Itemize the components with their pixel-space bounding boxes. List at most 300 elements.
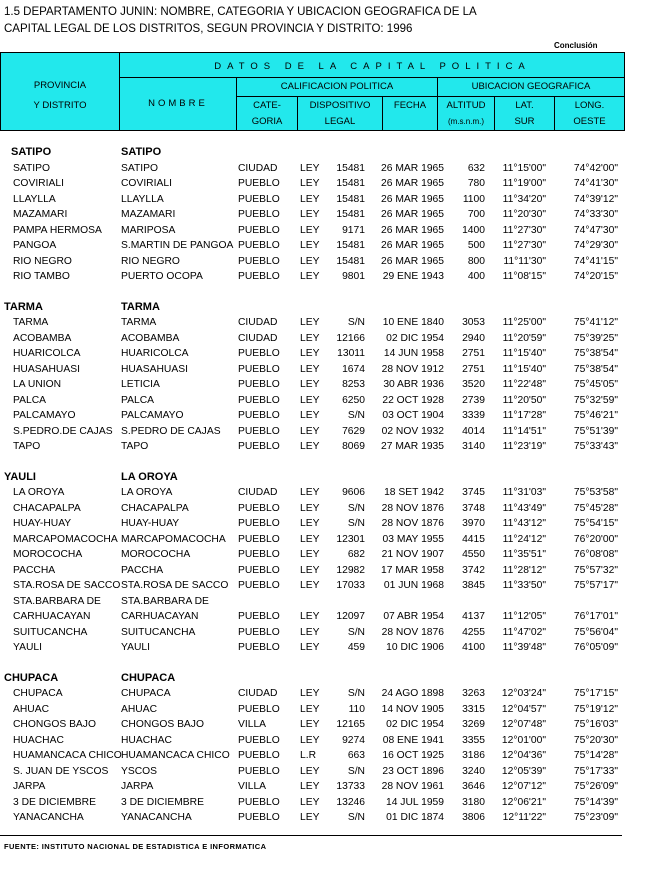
header-cate: CATE-: [253, 100, 281, 111]
province-row: [0, 470, 630, 486]
header-dispositivo: DISPOSITIVO: [309, 100, 371, 111]
cell-latitude: 11°11'30": [503, 255, 546, 267]
cell-device-type: LEY: [300, 580, 320, 591]
cell-capital: YAULI: [121, 642, 150, 653]
cell-capital: STA.BARBARA DE: [121, 595, 209, 607]
cell-latitude: 12°07'12": [501, 781, 546, 792]
cell-district: PALCA: [13, 394, 47, 406]
cell-category: CIUDAD: [238, 332, 278, 344]
cell-device-type: LEY: [300, 317, 320, 328]
cell-device-number: 15481: [336, 255, 365, 267]
province-capital: LA OROYA: [121, 470, 178, 483]
table-row: [0, 408, 630, 424]
header-legal: LEGAL: [324, 116, 356, 127]
cell-capital: RIO NEGRO: [121, 255, 180, 267]
cell-category: PUEBLO: [238, 564, 280, 576]
cell-date: 28 NOV 1876: [381, 518, 444, 529]
cell-capital: YANACANCHA: [121, 812, 192, 823]
header-goria: GORIA: [251, 116, 283, 127]
table-row: [0, 795, 630, 811]
cell-category: CIUDAD: [238, 162, 278, 174]
table-row: [0, 609, 630, 625]
table-row: [0, 223, 630, 239]
cell-altitude: 2940: [462, 332, 485, 344]
province-row: [0, 671, 630, 687]
table-row: [0, 192, 630, 208]
cell-longitude: 76°20'00": [573, 533, 618, 545]
cell-latitude: 11°19'00": [502, 178, 546, 189]
cell-capital: HUASAHUASI: [121, 363, 188, 375]
cell-date: 17 MAR 1958: [381, 564, 444, 576]
conclusion-label: Conclusión: [554, 41, 598, 50]
cell-latitude: 11°43'12": [502, 518, 546, 529]
cell-device-type: L.R: [300, 750, 317, 761]
cell-longitude: 75°26'09": [573, 781, 618, 792]
cell-longitude: 76°17'01": [573, 611, 618, 622]
cell-device-number: S/N: [347, 502, 365, 514]
cell-altitude: 1100: [462, 193, 485, 205]
cell-district: JARPA: [13, 781, 46, 792]
header-nombre: NOMBRE: [148, 98, 208, 109]
cell-longitude: 74°20'15": [573, 271, 618, 282]
cell-altitude: 2739: [462, 394, 485, 406]
cell-longitude: 75°45'28": [573, 502, 618, 514]
cell-device-number: 13246: [336, 796, 365, 808]
cell-date: 22 OCT 1928: [382, 394, 444, 406]
table-row: [0, 717, 630, 733]
cell-longitude: 75°57'32": [573, 564, 618, 576]
cell-device-number: 682: [347, 549, 365, 560]
cell-date: 01 DIC 1874: [386, 812, 444, 823]
cell-latitude: 11°27'30": [502, 224, 546, 236]
cell-latitude: 11°39'48": [502, 642, 546, 653]
table-row: [0, 315, 630, 331]
cell-category: PUEBLO: [238, 796, 280, 808]
cell-district: SUITUCANCHA: [13, 626, 88, 638]
cell-altitude: 3180: [462, 796, 485, 808]
cell-longitude: 75°16'03": [573, 719, 618, 730]
cell-district: MAZAMARI: [13, 209, 68, 220]
province-row: [0, 300, 630, 316]
cell-capital: ACOBAMBA: [121, 332, 180, 344]
cell-category: PUEBLO: [238, 642, 280, 653]
cell-altitude: 3646: [462, 781, 485, 792]
cell-latitude: 11°12'05": [502, 611, 546, 622]
header-datos-capital: DATOS DE LA CAPITAL POLITICA: [214, 61, 531, 72]
cell-category: VILLA: [238, 781, 267, 792]
cell-device-number: S/N: [347, 518, 365, 529]
cell-altitude: 3339: [462, 410, 485, 421]
cell-category: PUEBLO: [238, 224, 280, 236]
cell-capital: S.PEDRO DE CAJAS: [121, 425, 221, 437]
cell-capital: SATIPO: [121, 162, 158, 174]
cell-district: MOROCOCHA: [13, 549, 83, 560]
cell-device-type: LEY: [300, 441, 320, 452]
cell-device-type: LEY: [300, 611, 320, 622]
cell-device-number: 12301: [336, 533, 365, 545]
cell-longitude: 74°39'12": [573, 193, 618, 205]
cell-longitude: 76°05'09": [573, 642, 618, 653]
table-row: [0, 269, 630, 285]
table-title: [4, 4, 644, 38]
cell-altitude: 4137: [462, 611, 485, 622]
cell-date: 10 DIC 1906: [386, 642, 444, 653]
cell-category: PUEBLO: [238, 348, 280, 359]
cell-date: 28 NOV 1961: [381, 781, 444, 792]
cell-capital: HUACHAC: [121, 734, 172, 746]
header-fecha: FECHA: [393, 100, 427, 111]
cell-altitude: 3315: [462, 703, 485, 715]
cell-altitude: 3748: [462, 502, 485, 514]
cell-capital: MAZAMARI: [121, 209, 176, 220]
cell-latitude: 11°33'50": [502, 580, 546, 591]
cell-longitude: 75°57'17": [573, 580, 618, 591]
table-row: [0, 207, 630, 223]
cell-device-type: LEY: [300, 332, 320, 344]
cell-latitude: 11°28'12": [502, 564, 546, 576]
cell-altitude: 4100: [462, 642, 485, 653]
cell-capital: LETICIA: [121, 379, 160, 390]
cell-device-number: 110: [348, 703, 365, 715]
cell-district: YANACANCHA: [13, 812, 84, 823]
cell-district: TAPO: [13, 441, 41, 452]
table-row: [0, 254, 630, 270]
cell-device-type: LEY: [300, 642, 320, 653]
cell-district: HUAY-HUAY: [13, 518, 72, 529]
cell-device-type: LEY: [300, 178, 320, 189]
cell-date: 26 MAR 1965: [381, 193, 444, 205]
cell-altitude: 400: [467, 271, 485, 282]
cell-longitude: 75°19'12": [573, 703, 618, 715]
cell-district: LA OROYA: [13, 487, 65, 498]
cell-district: MARCAPOMACOCHA: [13, 533, 118, 545]
cell-district: CHUPACA: [13, 688, 63, 699]
table-row: [0, 748, 630, 764]
cell-device-type: LEY: [300, 271, 320, 282]
title-line-2: CAPITAL LEGAL DE LOS DISTRITOS, SEGUN PROVINCIA Y DISTRITO: 1996: [4, 23, 413, 35]
cell-capital: 3 DE DICIEMBRE: [121, 796, 204, 808]
cell-district: RIO TAMBO: [13, 271, 70, 282]
header-msnm: (m.s.n.m.): [448, 117, 484, 126]
cell-capital: MARIPOSA: [121, 224, 176, 236]
cell-district: TARMA: [13, 317, 49, 328]
table-row: [0, 439, 630, 455]
table-row: [0, 640, 630, 656]
cell-device-type: LEY: [300, 518, 320, 529]
cell-device-type: LEY: [300, 240, 320, 251]
cell-district: CHONGOS BAJO: [13, 719, 96, 730]
header-long: LONG.: [574, 100, 605, 111]
cell-latitude: 11°22'48": [502, 379, 546, 390]
cell-capital: JARPA: [121, 781, 154, 792]
cell-device-number: 13733: [336, 781, 365, 792]
cell-capital: COVIRIALI: [121, 178, 172, 189]
cell-district: SATIPO: [13, 162, 50, 174]
cell-device-type: LEY: [300, 564, 320, 576]
table-row: [0, 501, 630, 517]
cell-district: HUASAHUASI: [13, 363, 80, 375]
cell-latitude: 11°24'12": [502, 533, 546, 545]
cell-latitude: 11°47'02": [502, 626, 546, 638]
province-capital: SATIPO: [121, 146, 162, 158]
cell-device-type: LEY: [300, 255, 320, 267]
cell-category: PUEBLO: [238, 626, 280, 638]
cell-category: CIUDAD: [238, 688, 278, 699]
cell-category: PUEBLO: [238, 765, 280, 777]
cell-longitude: 75°53'58": [573, 487, 618, 498]
cell-latitude: 12°01'00": [501, 734, 546, 746]
cell-category: PUEBLO: [238, 394, 280, 406]
cell-latitude: 12°04'57": [501, 703, 546, 715]
cell-district: PACCHA: [13, 564, 56, 576]
table-row: [0, 485, 630, 501]
table-row: [0, 779, 630, 795]
cell-longitude: 75°45'05": [573, 379, 618, 390]
cell-date: 21 NOV 1907: [381, 549, 444, 560]
cell-category: PUEBLO: [238, 441, 280, 452]
cell-device-type: LEY: [300, 502, 320, 514]
cell-device-number: S/N: [347, 812, 365, 823]
cell-device-number: S/N: [347, 765, 365, 777]
cell-altitude: 3742: [462, 564, 485, 576]
cell-longitude: 75°14'28": [573, 750, 618, 761]
cell-date: 14 NOV 1905: [381, 703, 444, 715]
cell-device-type: LEY: [300, 765, 320, 777]
cell-category: CIUDAD: [238, 487, 278, 498]
cell-device-number: 15481: [336, 162, 365, 174]
cell-device-type: LEY: [300, 363, 320, 375]
cell-category: PUEBLO: [238, 425, 280, 437]
cell-capital: S.MARTIN DE PANGOA: [121, 240, 234, 251]
province-name: CHUPACA: [4, 671, 59, 684]
cell-longitude: 75°17'15": [573, 688, 618, 699]
cell-category: PUEBLO: [238, 611, 280, 622]
cell-device-number: 663: [347, 750, 365, 761]
table-row: [0, 563, 630, 579]
header-provincia: PROVINCIA: [33, 80, 87, 91]
cell-capital: LLAYLLA: [121, 193, 164, 205]
table-row: [0, 625, 630, 641]
table-row: [0, 176, 630, 192]
cell-device-number: 8253: [342, 379, 365, 390]
cell-longitude: 74°41'30": [573, 178, 618, 189]
cell-altitude: 3970: [462, 518, 485, 529]
cell-category: PUEBLO: [238, 580, 280, 591]
cell-capital: PUERTO OCOPA: [121, 271, 203, 282]
table-row: [0, 238, 630, 254]
cell-capital: CHACAPALPA: [121, 502, 189, 514]
table-row: [0, 346, 630, 362]
cell-device-number: 12982: [336, 564, 365, 576]
cell-capital: CHONGOS BAJO: [121, 719, 204, 730]
cell-altitude: 500: [467, 240, 485, 251]
cell-device-type: LEY: [300, 549, 320, 560]
province-row: [0, 145, 630, 161]
cell-capital: LA OROYA: [121, 487, 173, 498]
table-row: [0, 810, 630, 826]
cell-altitude: 4014: [462, 425, 485, 437]
cell-device-number: 9801: [342, 271, 365, 282]
table-header: [0, 52, 625, 131]
cell-latitude: 12°07'48": [501, 719, 546, 730]
title-line-1: 1.5 DEPARTAMENTO JUNIN: NOMBRE, CATEGORIA Y UBICACION GEOGRAFICA DE LA: [4, 6, 477, 18]
cell-altitude: 3186: [462, 750, 485, 761]
cell-altitude: 3745: [462, 487, 485, 498]
cell-altitude: 3240: [462, 765, 485, 777]
cell-longitude: 75°33'43": [573, 441, 618, 452]
cell-capital: CHUPACA: [121, 688, 171, 699]
cell-category: PUEBLO: [238, 812, 280, 823]
cell-device-number: 9274: [342, 734, 365, 746]
cell-device-type: LEY: [300, 533, 320, 545]
cell-device-type: LEY: [300, 734, 320, 746]
header-sur: SUR: [514, 116, 535, 127]
cell-date: 29 ENE 1943: [382, 271, 444, 282]
cell-date: 26 MAR 1965: [381, 209, 444, 220]
cell-district: S. JUAN DE YSCOS: [13, 765, 109, 777]
cell-device-type: LEY: [300, 193, 320, 205]
cell-district: 3 DE DICIEMBRE: [13, 796, 96, 808]
cell-altitude: 2751: [462, 348, 485, 359]
table-row: [0, 424, 630, 440]
header-oeste: OESTE: [573, 116, 606, 127]
cell-device-number: 1674: [342, 363, 365, 375]
cell-date: 01 JUN 1968: [383, 580, 444, 591]
table-row: [0, 161, 630, 177]
cell-longitude: 75°32'59": [573, 394, 618, 406]
cell-category: PUEBLO: [238, 750, 280, 761]
cell-date: 24 AGO 1898: [381, 688, 444, 699]
cell-date: 28 NOV 1876: [381, 502, 444, 514]
cell-device-number: 6250: [342, 394, 365, 406]
cell-device-type: LEY: [300, 410, 320, 421]
cell-capital: TAPO: [121, 441, 149, 452]
cell-longitude: 75°39'25": [573, 332, 618, 344]
cell-latitude: 11°15'00": [502, 162, 546, 174]
cell-device-type: LEY: [300, 812, 320, 823]
cell-device-number: 8069: [342, 441, 365, 452]
cell-date: 10 ENE 1840: [382, 317, 444, 328]
cell-latitude: 11°20'30": [502, 209, 546, 220]
table-row: [0, 331, 630, 347]
cell-district: PAMPA HERMOSA: [13, 224, 102, 236]
cell-district: CARHUACAYAN: [13, 611, 91, 622]
cell-district: LLAYLLA: [13, 193, 56, 205]
cell-category: PUEBLO: [238, 502, 280, 514]
cell-device-number: 9171: [342, 224, 365, 236]
cell-category: VILLA: [238, 719, 267, 730]
cell-category: PUEBLO: [238, 410, 280, 421]
province-capital: TARMA: [121, 300, 160, 313]
cell-date: 14 JUL 1959: [385, 796, 444, 808]
cell-district: CHACAPALPA: [13, 502, 81, 514]
cell-date: 14 JUN 1958: [383, 348, 444, 359]
cell-capital: TARMA: [121, 317, 157, 328]
cell-category: PUEBLO: [238, 533, 280, 545]
cell-category: PUEBLO: [238, 363, 280, 375]
cell-capital: PALCA: [121, 394, 155, 406]
cell-altitude: 3355: [462, 734, 485, 746]
cell-device-type: LEY: [300, 224, 320, 236]
cell-device-number: 15481: [336, 209, 365, 220]
cell-date: 16 OCT 1925: [382, 750, 444, 761]
cell-altitude: 3269: [462, 719, 485, 730]
cell-latitude: 12°11'22": [502, 812, 546, 823]
cell-date: 02 DIC 1954: [386, 719, 444, 730]
table-row: [0, 377, 630, 393]
cell-date: 03 OCT 1904: [382, 410, 444, 421]
cell-capital: HUAMANCACA CHICO: [121, 750, 230, 761]
header-calificacion: CALIFICACION POLITICA: [280, 81, 394, 92]
cell-category: PUEBLO: [238, 549, 280, 560]
cell-longitude: 75°54'15": [573, 518, 618, 529]
cell-latitude: 11°23'19": [502, 441, 546, 452]
cell-altitude: 700: [467, 209, 485, 220]
cell-longitude: 74°33'30": [573, 209, 618, 220]
cell-district: STA.ROSA DE SACCO: [13, 580, 121, 591]
cell-date: 03 MAY 1955: [382, 533, 444, 545]
header-ubicacion: UBICACION GEOGRAFICA: [471, 81, 591, 92]
cell-district: COVIRIALI: [13, 178, 64, 189]
cell-capital: MARCAPOMACOCHA: [121, 533, 226, 545]
cell-category: PUEBLO: [238, 240, 280, 251]
province-name: TARMA: [4, 300, 43, 313]
cell-device-number: 12166: [336, 332, 365, 344]
cell-date: 28 NOV 1876: [381, 626, 444, 638]
cell-date: 26 MAR 1965: [381, 240, 444, 251]
header-distrito: Y DISTRITO: [33, 100, 87, 111]
cell-district: PANGOA: [13, 240, 57, 251]
table-row: [0, 702, 630, 718]
cell-date: 27 MAR 1935: [381, 441, 444, 452]
table-row: [0, 733, 630, 749]
cell-latitude: 11°20'50": [502, 394, 546, 406]
cell-altitude: 3806: [462, 812, 485, 823]
cell-device-type: LEY: [300, 719, 320, 730]
cell-device-type: LEY: [300, 209, 320, 220]
source-note: FUENTE: INSTITUTO NACIONAL DE ESTADISTICA E INFORMATICA: [4, 842, 267, 851]
cell-latitude: 11°27'30": [502, 240, 546, 251]
cell-device-type: LEY: [300, 781, 320, 792]
cell-device-number: S/N: [347, 317, 365, 328]
cell-date: 28 NOV 1912: [381, 363, 444, 375]
cell-district: RIO NEGRO: [13, 255, 72, 267]
cell-device-type: LEY: [300, 796, 320, 808]
cell-category: PUEBLO: [238, 178, 280, 189]
cell-latitude: 11°43'49": [502, 502, 546, 514]
cell-capital: PACCHA: [121, 564, 164, 576]
cell-date: 18 SET 1942: [384, 487, 444, 498]
cell-latitude: 11°17'28": [502, 410, 546, 421]
cell-district: S.PEDRO.DE CAJAS: [13, 425, 113, 437]
cell-device-number: 17033: [336, 580, 365, 591]
table-row: [0, 764, 630, 780]
province-name: YAULI: [4, 470, 36, 483]
cell-altitude: 3845: [462, 580, 485, 591]
cell-capital: AHUAC: [121, 703, 158, 715]
cell-device-number: 15481: [336, 240, 365, 251]
cell-device-number: 15481: [336, 193, 365, 205]
cell-category: PUEBLO: [238, 193, 280, 205]
table-row: [0, 547, 630, 563]
cell-longitude: 76°08'08": [573, 549, 618, 560]
cell-date: 02 DIC 1954: [386, 332, 444, 344]
cell-device-number: 7629: [342, 425, 365, 437]
cell-altitude: 3520: [462, 379, 485, 390]
cell-date: 26 MAR 1965: [381, 178, 444, 189]
cell-district: LA UNION: [13, 379, 62, 390]
table-row: [0, 393, 630, 409]
